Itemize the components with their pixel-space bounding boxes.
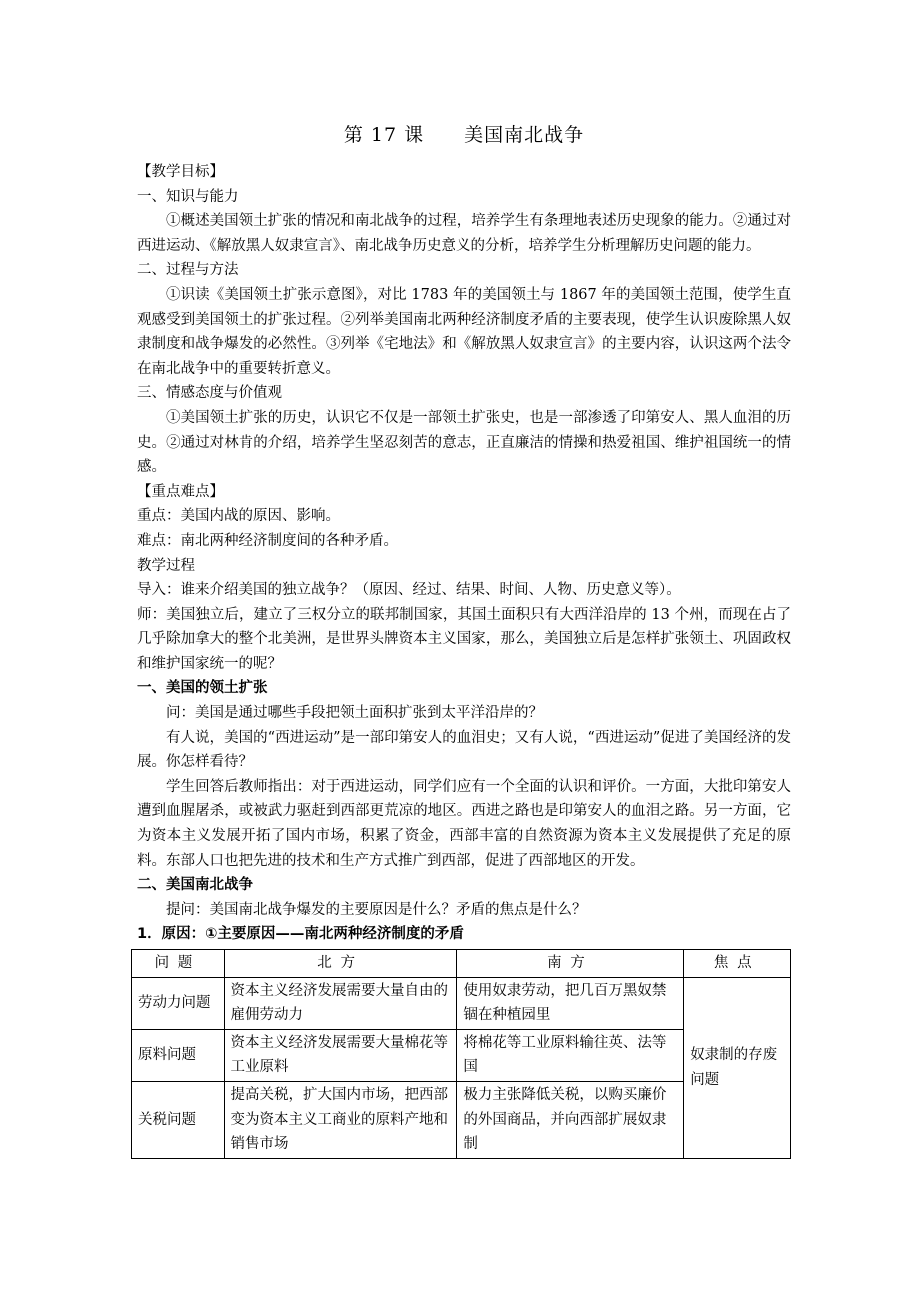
table-header: 北方 <box>224 950 457 978</box>
table-cell-issue: 原料问题 <box>132 1029 225 1081</box>
section-heading-key-points: 【重点难点】 <box>137 483 224 500</box>
section-heading-expansion: 一、美国的领土扩张 <box>137 680 268 697</box>
paragraph-teacher-answer: 学生回答后教师指出：对于西进运动，同学们应有一个全面的认识和评价。一方面，大批印第安人遭到血腥屠杀，或被武力驱赶到西部更荒凉的地区。西进之路也是印第安人的血泪之路。另一方面，它为资本主义发展开拓了国内市场，积累了资金，西部丰富的自然资源为资本主义发展提供了充足的原料。东部人口也把先进的技术和生产方式推广到西部，促进了西部地区的开发。 <box>137 778 791 869</box>
table-header: 南方 <box>457 950 684 978</box>
paragraph-question-cause: 提问：美国南北战争爆发的主要原因是什么？矛盾的焦点是什么？ <box>166 901 587 918</box>
section-heading-objectives: 【教学目标】 <box>137 164 224 180</box>
table-cell-north: 提高关税，扩大国内市场，把西部变为资本主义工商业的原料产地和销售市场 <box>224 1081 457 1158</box>
table-header-row <box>132 950 791 978</box>
table-cell-south: 极力主张降低关税，以购买廉价的外国商品，并向西部扩展奴隶制 <box>457 1081 684 1158</box>
difficult-point: 难点：南北两种经济制度间的各种矛盾。 <box>137 532 398 549</box>
paragraph-process: ①识读《美国领土扩张示意图》，对比 1783 年的美国领土与 1867 年的美国领土范围，使学生直观感受到美国领土的扩张过程。②列举美国南北两种经济制度矛盾的主要表现，使学生认识废除黑人奴隶制度和战争爆发的必然性。③列举《宅地法》和《解放黑人奴隶宣言》的主要内容，认识这两个法令在南北战争中的重要转折意义。 <box>137 286 791 377</box>
table-cell-issue: 劳动力问题 <box>132 977 225 1029</box>
table-row <box>132 977 791 1029</box>
subheading-process: 二、过程与方法 <box>137 262 239 279</box>
paragraph-westward: 有人说，美国的“西进运动”是一部印第安人的血泪史；又有人说，“西进运动”促进了美国经济的发展。你怎样看待？ <box>137 729 791 771</box>
table-header: 焦点 <box>684 950 791 978</box>
paragraph-intro: 导入：谁来介绍美国的独立战争？（原因、经过、结果、时间、人物、历史意义等）。 <box>137 582 681 599</box>
table-cell-north: 资本主义经济发展需要大量棉花等工业原料 <box>224 1029 457 1081</box>
table-cell-north: 资本主义经济发展需要大量自由的雇佣劳动力 <box>224 977 457 1029</box>
table-cell-south: 使用奴隶劳动，把几百万黑奴禁锢在种植园里 <box>457 977 684 1029</box>
paragraph-question-expansion: 问：美国是通过哪些手段把领土面积扩张到太平洋沿岸的？ <box>166 705 543 722</box>
section-heading-civil-war: 二、美国南北战争 <box>137 877 253 894</box>
paragraph-knowledge: ①概述美国领土扩张的情况和南北战争的过程，培养学生有条理地表述历史现象的能力。②通过对西进运动、《解放黑人奴隶宣言》、南北战争历史意义的分析，培养学生分析理解历史问题的能力。 <box>137 213 791 254</box>
paragraph-attitude: ①美国领土扩张的历史，认识它不仅是一部领土扩张史，也是一部渗透了印第安人、黑人血泪的历史。②通过对林肯的介绍，培养学生坚忍刻苦的意志，正直廉洁的情操和热爱祖国、维护祖国统一的情感。 <box>137 409 791 476</box>
paragraph-teacher: 师：美国独立后，建立了三权分立的联邦制国家，其国土面积只有大西洋沿岸的 13 个州，而现在占了几乎除加拿大的整个北美洲，是世界头牌资本主义国家，那么，美国独立后是怎样扩张领土、巩固政权和维护国家统一的呢？ <box>137 606 791 672</box>
document-content <box>137 118 791 1159</box>
key-point: 重点：美国内战的原因、影响。 <box>137 508 340 525</box>
subheading-attitude: 三、情感态度与价值观 <box>137 385 282 402</box>
contradiction-table <box>131 949 791 1159</box>
section-heading-process: 教学过程 <box>137 557 195 574</box>
table-cell-focus: 奴隶制的存废问题 <box>684 977 791 1158</box>
subheading-knowledge: 一、知识与能力 <box>137 188 239 205</box>
page-title: 第 17 课 美国南北战争 <box>343 124 585 146</box>
table-cell-south: 将棉花等工业原料输往英、法等国 <box>457 1029 684 1081</box>
table-header: 问题 <box>132 950 225 978</box>
table-cell-issue: 关税问题 <box>132 1081 225 1158</box>
subheading-cause: 1．原因：①主要原因——南北两种经济制度的矛盾 <box>137 926 464 943</box>
